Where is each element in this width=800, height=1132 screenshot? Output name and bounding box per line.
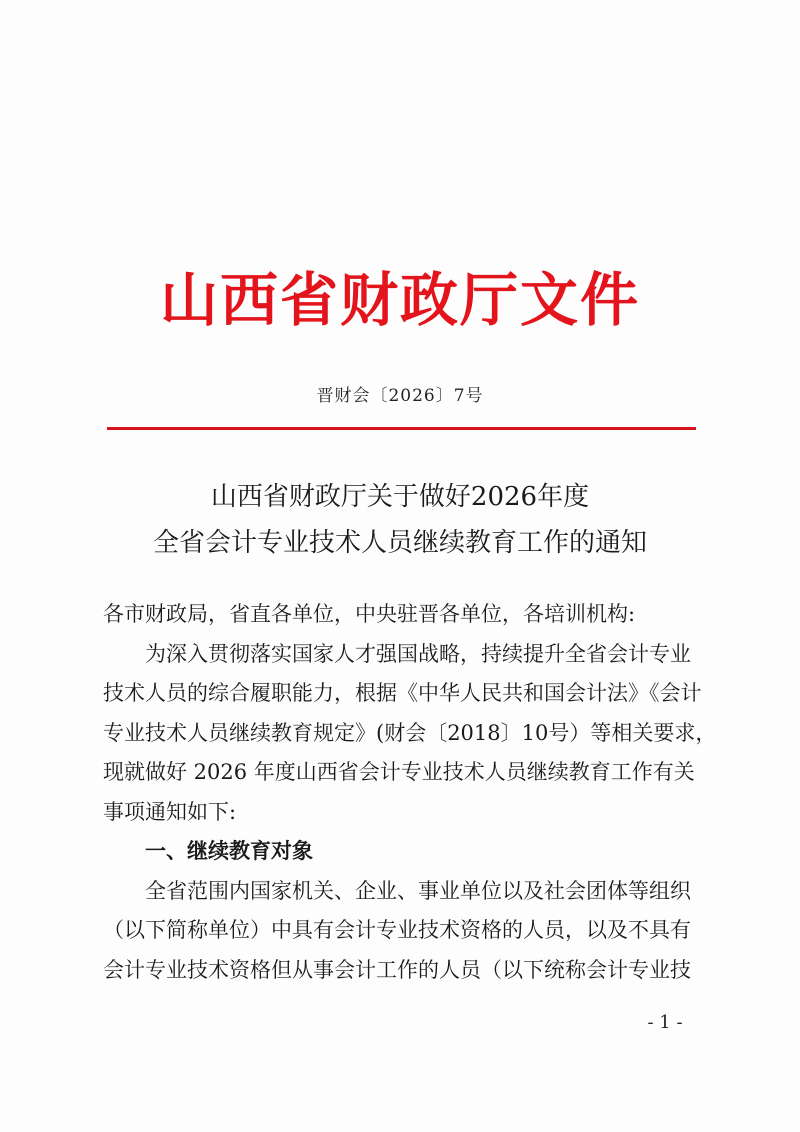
heading-line-2: 全省会计专业技术人员继续教育工作的通知 xyxy=(152,528,647,558)
intro-line: 为深入贯彻落实国家人才强国战略，持续提升全省会计专业 xyxy=(145,641,691,666)
section-line: 会计专业技术资格但从事会计工作的人员（以下统称会计专业技 xyxy=(103,957,691,982)
document-number: 晋财会〔2026〕7号 xyxy=(316,386,484,406)
recipients-line: 各市财政局，省直各单位，中央驻晋各单位，各培训机构: xyxy=(103,602,636,626)
red-divider-line xyxy=(107,427,696,430)
intro-line: 事项通知如下: xyxy=(103,799,237,824)
heading-line-1: 山西省财政厅关于做好2026年度 xyxy=(210,482,590,512)
page-number: - 1 - xyxy=(647,1012,683,1033)
intro-line: 专业技术人员继续教育规定》(财会〔2018〕10号）等相关要求， xyxy=(103,720,717,745)
intro-line: 技术人员的综合履职能力，根据《中华人民共和国会计法》《会计 xyxy=(103,681,702,705)
issuer-title: 山西省财政厅文件 xyxy=(159,266,640,334)
section-line: 全省范围内国家机关、企业、事业单位以及社会团体等组织 xyxy=(145,878,691,903)
section-heading-1: 一、继续教育对象 xyxy=(145,839,313,863)
document-body xyxy=(103,595,717,990)
intro-line: 现就做好 2026 年度山西省会计专业技术人员继续教育工作有关 xyxy=(103,760,695,784)
document-heading xyxy=(0,474,800,566)
section-line: （以下简称单位）中具有会计专业技术资格的人员，以及不具有 xyxy=(103,918,691,942)
